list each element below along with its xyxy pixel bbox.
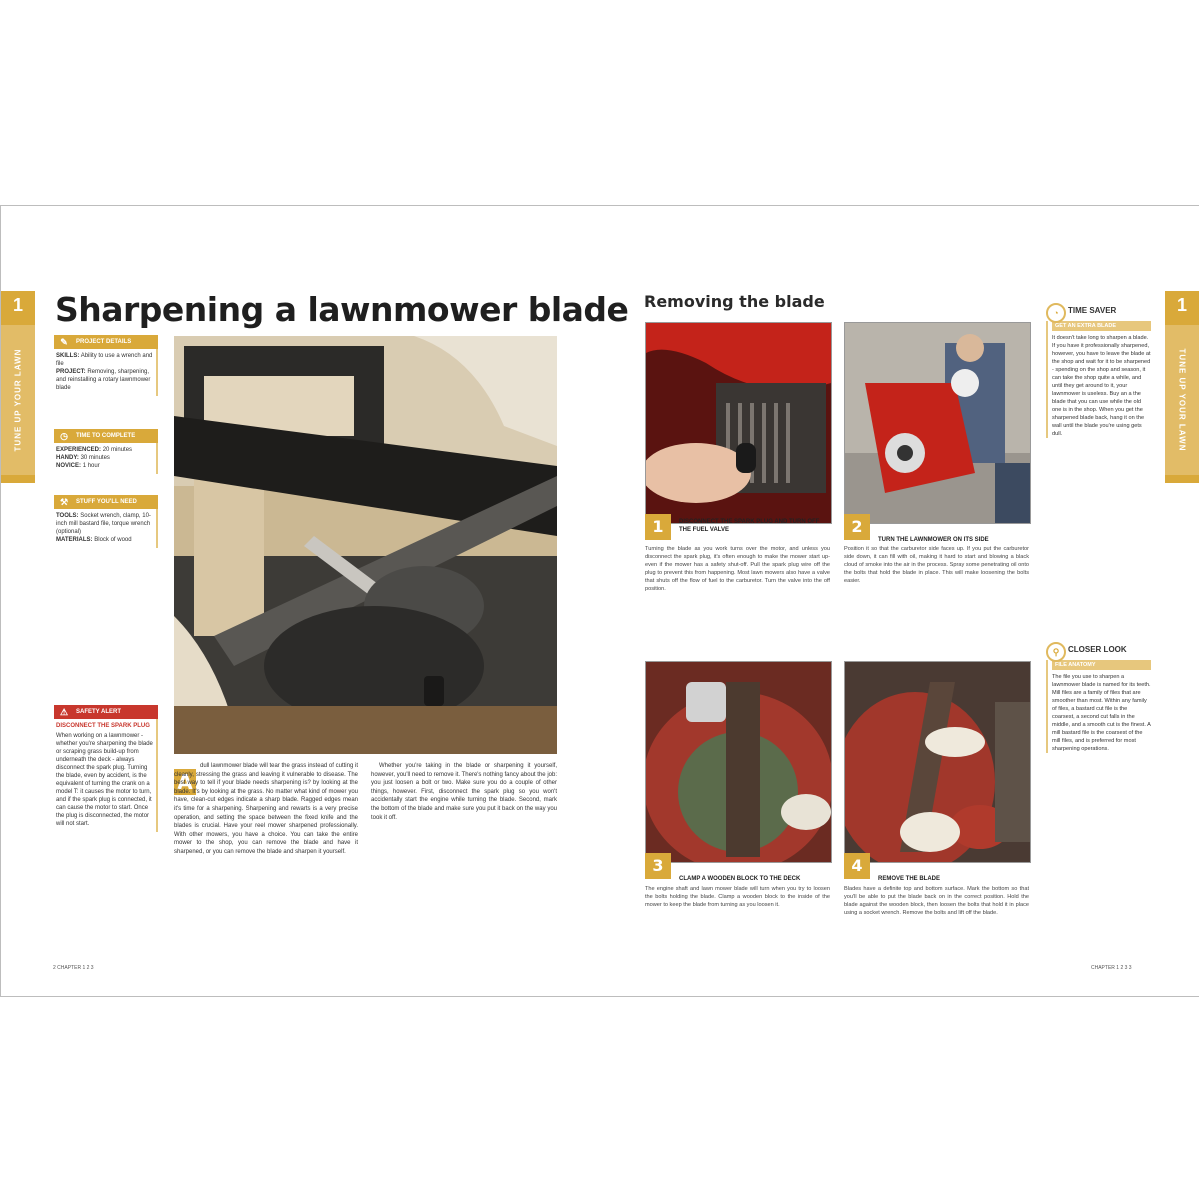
time-saver-box: ◔ TIME SAVER GET AN EXTRA BLADE It doesn't take long to sharpen a blade. If you have it professionally sharpened, however, you have to leave the blade at the shop and wait for it to be sharpened - spending on the shop and season, it can take the shop quite a while, and until they get around to it, your lawnmower is useless. Buy an a the blade that you can use while the old one is in the shop. When you get the sharpened blade back, hang it on the wall until the blade you're using gets dull. [1046,301,1151,438]
section-title: Removing the blade [644,292,825,311]
safety-alert-box: ⚠ SAFETY ALERT DISCONNECT THE SPARK PLUG When working on a lawnmower - whether you're sharpening the blade or scraping grass build-up from underneath the deck - always disconnect the spark plug. Turning the blade, even by accident, is the equivalent of turning the crank on a model T: it causes the motor to turn, and if the spark plug is connected, it can cause the motor to start. Once the plug is disconnected, the motor will not start. [54,705,158,832]
chapter-number: 1 [12,295,23,315]
time-to-complete-box: ◷ TIME TO COMPLETE EXPERIENCED: 20 minutes HANDY: 30 minutes NOVICE: 1 hour [54,429,158,474]
step-2-title: TURN THE LAWNMOWER ON ITS SIDE [878,537,989,543]
closer-look-text: The file you use to sharpen a lawnmower blade is named for its teeth. Mill files are a family of files that are smoother than most. Within any family of files, a bastard cut file is the coarsest, a second cut falls in the middle, and a smooth cut is the finest. A mill bastard file is the coarsest of the mill files, and is preferred for most sharpening operations. [1052,674,1151,752]
step-2-photo [844,322,1031,524]
book-spread [0,205,1199,997]
main-photo-file-on-blade [174,336,557,754]
step-1-photo [645,322,832,524]
wrench-icon: ✎ [60,337,68,347]
intro-column-1: dull lawnmower blade will tear the grass instead of cutting it cleanly, stressing the grass and leaving it vulnerable to disease. The best way to tell if your blade needs sharpening is? by looking at the blade. It's by looking at the grass. No matter what kind of mower you have, clean-cut edges indicate a sharp blade. Ragged edges mean it's time for a sharpening. Sharpening and rewarts is a very precise operation, and setting the space between the fixed knife and the blades is crucial. Have your reel mower sharpened professionally. With other mowers, you have a choice. You can take the entire mower to the shop, you can remove the blade and have it sharpened, or you can remove the blade and sharpen it yourself. [174,763,358,855]
step-3-title: CLAMP A WOODEN BLOCK TO THE DECK [679,876,801,882]
closer-look-subheader: FILE ANATOMY [1052,660,1151,670]
step-4-title: REMOVE THE BLADE [878,876,941,882]
step-2-text: Position it so that the carburetor side faces up. If you put the carburetor side down, it can fill with oil, making it hard to start and blowing a black cloud of smoke into the air in the process. Spray some penetrating oil onto the bolts that hold the blade in place. This will make loosening the bolts easier. [844,546,1029,584]
magnifier-icon: ⚲ [1046,642,1066,662]
chapter-tab-right [1165,291,1199,483]
step-3-text: The engine shaft and lawn mower blade will turn when you try to loosen the bolts holding the blade. Clamp a wooden block to the inside of the mower to keep the blade from turning as you loosen it. [645,886,830,908]
step-1-title: DISCONNECT THE SPARK PLUG AND TURN OFF THE FUEL VALVE [679,519,820,533]
stuff-youll-need-box: ⚒ STUFF YOU'LL NEED TOOLS: Socket wrench, clamp, 10-inch mill bastard file, torque wrench (optional) MATERIALS: Block of wood [54,495,158,548]
step-4-number: 4 [844,853,870,879]
chapter-tab-left [1,291,35,483]
time-saver-text: It doesn't take long to sharpen a blade. If you have it professionally sharpened, however, you have to leave the blade at the shop and wait for it to be sharpened - spending on the shop and season, it can take the shop quite a while, and until they get around to it, your lawnmower is useless. Buy an a the blade that you can use while the old one is in the shop. When you get the sharpened blade back, hang it on the wall until the blade you're using gets dull. [1052,335,1151,437]
step-1-number: 1 [645,514,671,540]
project-details-box: ✎ PROJECT DETAILS SKILLS: Ability to use a wrench and file PROJECT: Removing, sharpening, and reinstalling a rotary lawnmower blade [54,335,158,396]
intro-column-2: Whether you're taking in the blade or sharpening it yourself, however, you'll need to remove it. There's nothing fancy about the job: you just loosen a bolt or two. Make sure you do a couple of other things, however. First, disconnect the spark plug so you won't accidentally start the engine while turning the blade. Second, mark the bottom of the blade and make sure you put it back on the way you took it off. [371,763,557,821]
safety-alert-text: When working on a lawnmower - whether you're sharpening the blade or scraping grass build-up from underneath the deck - always disconnect the spark plug. Turning the blade, even by accident, is the equivalent of turning the crank on a model T: it causes the motor to turn, and if the spark plug is connected, it can cause the motor to start. Once the plug is disconnected, the motor will not start. [56,733,153,827]
step-4-photo [844,661,1031,863]
chapter-label-right: TUNE UP YOUR LAWN [1177,348,1187,452]
step-4-text: Blades have a definite top and bottom surface. Mark the bottom so that you'll be able to put the blade back on in the correct position. Hold the blade against the wooden block, then loosen the bolts that hold it in place using a socket wrench. Remove the bolts and lift off the blade. [844,886,1029,916]
safety-alert-subheader: DISCONNECT THE SPARK PLUG [56,723,150,729]
clock-icon: ◷ [60,431,68,441]
closer-look-box: ⚲ CLOSER LOOK FILE ANATOMY The file you use to sharpen a lawnmower blade is named for its teeth. Mill files are a family of files that are smoother than most. Within any family of files, a bastard cut file is the coarsest, a second cut falls in the middle, and a smooth cut is the finest. A mill bastard file is the coarsest of the mill files, and is preferred for most sharpening operations. [1046,640,1151,753]
chapter-number-right: 1 [1176,295,1187,315]
step-1-text: Turning the blade as you work turns over the motor, and unless you disconnect the spark plug, it's often enough to make the mower start up-even if the mower has a safety shut-off. Pull the spark plug wire off the plug to prevent this from happening. Most lawn mowers also have a valve that shuts off the flow of fuel to the carburetor. Turn the valve into the off position. [645,546,830,592]
chapter-label: TUNE UP YOUR LAWN [13,348,23,452]
time-saver-subheader: GET AN EXTRA BLADE [1052,321,1151,331]
page-title: Sharpening a lawnmower blade [55,290,629,329]
stopwatch-icon: ◔ [1046,303,1066,323]
step-3-number: 3 [645,853,671,879]
toolbox-icon: ⚒ [59,497,69,507]
page-footer-right: CHAPTER 1 2 3 3 [1091,965,1132,971]
step-3-photo [645,661,832,863]
page-footer-left: 2 CHAPTER 1 2 3 [53,965,94,971]
step-2-number: 2 [844,514,870,540]
warning-icon: ⚠ [59,707,69,717]
drop-cap: A [174,769,196,795]
